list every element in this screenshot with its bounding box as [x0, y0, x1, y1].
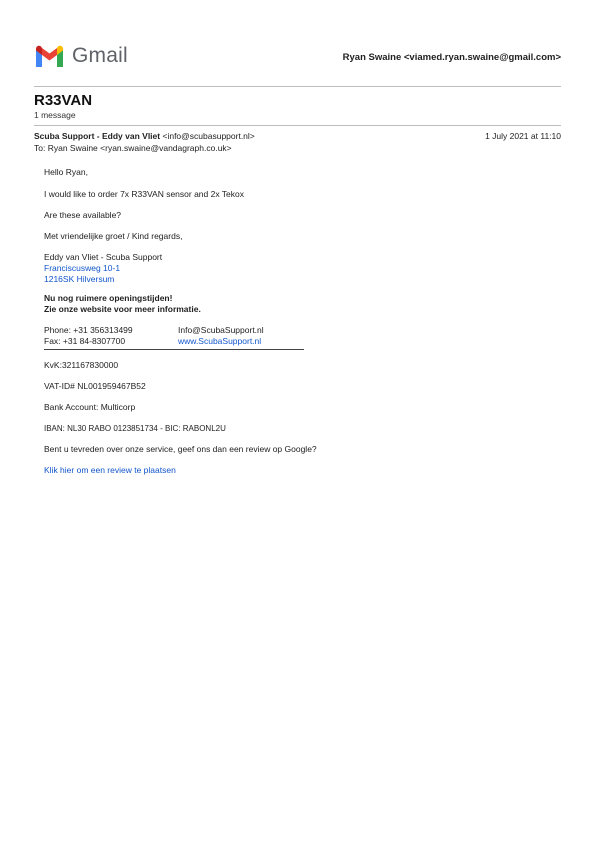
email-subject: R33VAN: [34, 92, 93, 109]
message-count: 1 message: [34, 110, 76, 120]
phone-number: Phone: +31 356313499: [44, 325, 133, 335]
website-link[interactable]: www.ScubaSupport.nl: [178, 336, 262, 346]
website-notice: Zie onze website voor meer informatie.: [44, 304, 201, 314]
signature-name: Eddy van Vliet - Scuba Support: [44, 252, 163, 262]
sender-email: <info@scubasupport.nl>: [162, 131, 255, 141]
print-header: [34, 44, 561, 72]
bank-account: Bank Account: Multicorp: [44, 402, 136, 412]
kvk-number: KvK:321167830000: [44, 360, 119, 370]
contact-row-fax: [44, 336, 544, 347]
contact-email: Info@ScubaSupport.nl: [178, 325, 264, 335]
body-line-question: Are these available?: [44, 210, 122, 220]
message-date: 1 July 2021 at 11:10: [485, 131, 561, 141]
opening-hours-notice: Nu nog ruimere openingstijden!: [44, 293, 173, 303]
recipient-line: To: Ryan Swaine <ryan.swaine@vandagraph.co.uk>: [34, 143, 232, 153]
gmail-logo: [34, 44, 130, 70]
contact-row-phone: [44, 325, 544, 336]
regards: Met vriendelijke groet / Kind regards,: [44, 231, 183, 241]
greeting: Hello Ryan,: [44, 167, 88, 177]
message-body: [44, 167, 544, 476]
sender-line: [34, 131, 255, 141]
account-name: Ryan Swaine <viamed.ryan.swaine@gmail.com>: [342, 52, 561, 63]
header-divider: [34, 86, 561, 87]
gmail-envelope-icon: [34, 45, 65, 68]
iban-bic: IBAN: NL30 RABO 0123851734 - BIC: RABONL2U: [44, 424, 226, 433]
review-link[interactable]: Klik hier om een review te plaatsen: [44, 465, 176, 475]
subject-divider: [34, 125, 561, 126]
vat-id: VAT-ID# NL001959467B52: [44, 381, 146, 391]
review-question: Bent u tevreden over onze service, geef ons dan een review op Google?: [44, 444, 317, 454]
address-line-2[interactable]: 1216SK Hilversum: [44, 274, 115, 284]
fax-number: Fax: +31 84-8307700: [44, 336, 126, 346]
body-line-order: I would like to order 7x R33VAN sensor and 2x Tekox: [44, 189, 245, 199]
sender-name: Scuba Support - Eddy van Vliet: [34, 131, 161, 141]
address-line-1[interactable]: Franciscusweg 10-1: [44, 263, 121, 273]
gmail-wordmark: Gmail: [72, 44, 128, 67]
signature-separator: [44, 349, 304, 350]
